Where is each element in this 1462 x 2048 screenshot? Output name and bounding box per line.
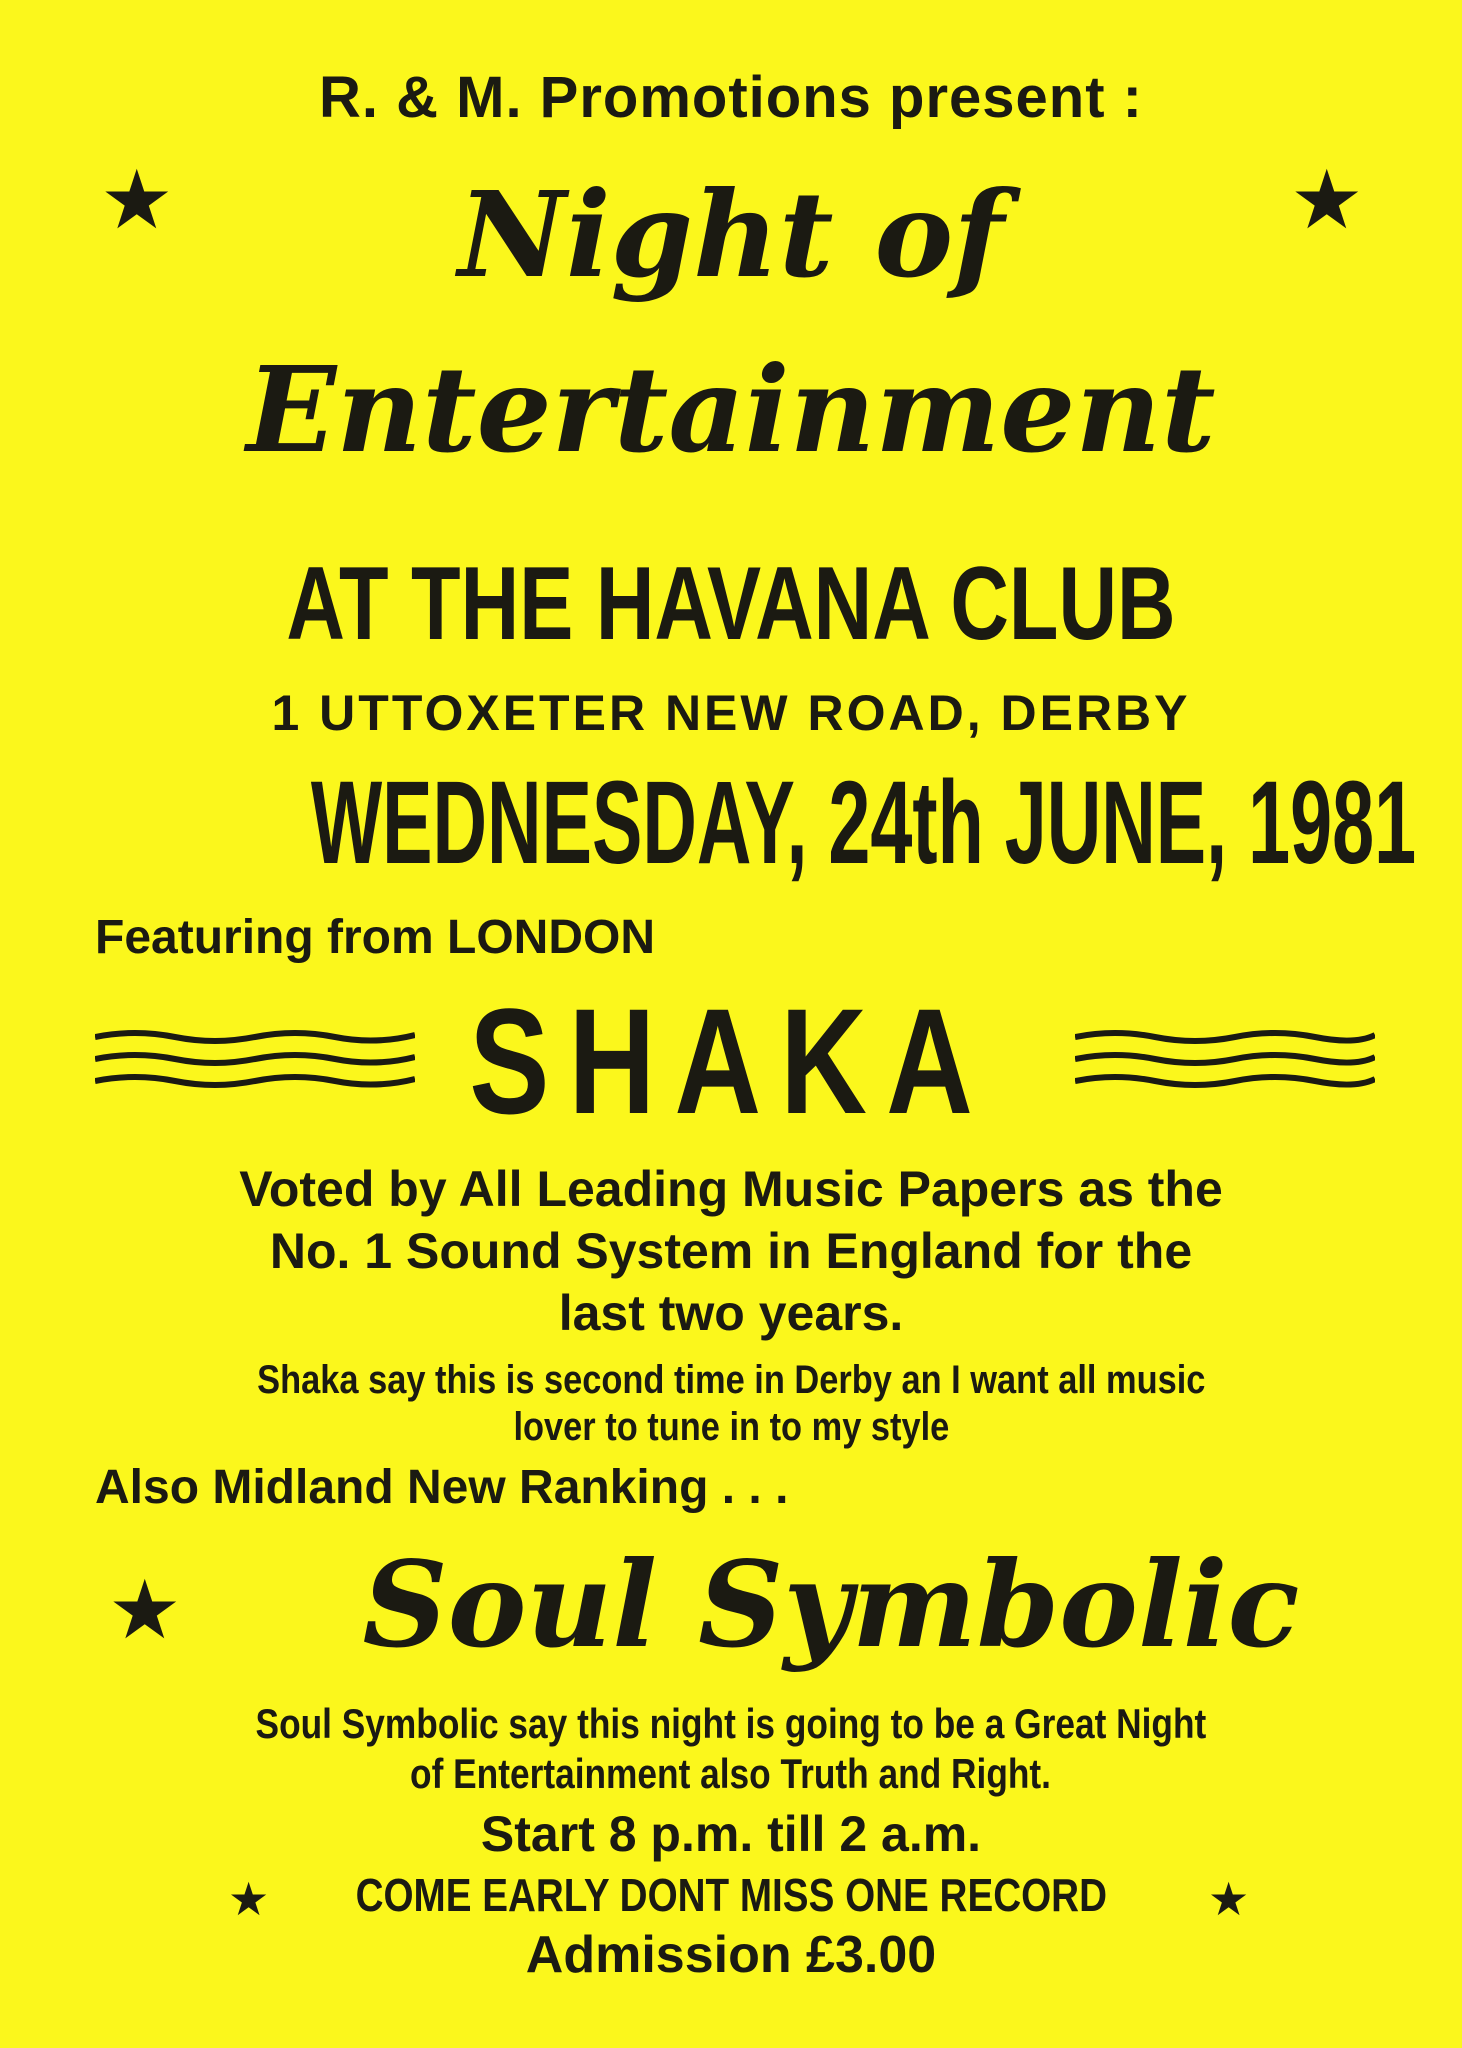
title-line-1: Night of: [457, 165, 1005, 304]
date-line: WEDNESDAY, 24th JUNE, 1981: [310, 757, 1417, 889]
shaka-quote-line-2: lover to tune in to my style: [513, 1405, 949, 1449]
voted-line-3: last two years.: [558, 1285, 904, 1341]
star-icon: ★: [100, 155, 174, 246]
star-icon: ★: [1208, 1873, 1250, 1925]
presenter-line: [0, 64, 1462, 131]
address-line: 1 UTTOXETER NEW ROAD, DERBY: [271, 685, 1191, 741]
also-line: Also Midland New Ranking . . .: [95, 1461, 789, 1514]
shaka-quote-line-1: Shaka say this is second time in Derby an I want all music: [256, 1358, 1206, 1402]
voted-line-2: No. 1 Sound System in England for the: [269, 1223, 1193, 1279]
come-early-line: COME EARLY DONT MISS ONE RECORD: [355, 1869, 1107, 1921]
star-icon: ★: [228, 1873, 270, 1925]
headliner-line: SHAKA: [469, 977, 993, 1145]
featuring-line: Featuring from LONDON: [95, 911, 655, 964]
support-act-line: Soul Symbolic: [362, 1535, 1300, 1674]
star-icon: ★: [108, 1565, 182, 1656]
support-quote-line-2: of Entertainment also Truth and Right.: [410, 1750, 1052, 1797]
star-icon: ★: [1290, 155, 1364, 246]
presenter-text: R. & M. Promotions present :: [319, 65, 1143, 130]
admission-line: Admission £3.00: [525, 1926, 937, 1984]
voted-line-1: Voted by All Leading Music Papers as the: [239, 1161, 1223, 1217]
times-line: Start 8 p.m. till 2 a.m.: [480, 1806, 982, 1862]
venue-line: AT THE HAVANA CLUB: [286, 546, 1176, 662]
support-quote-line-1: Soul Symbolic say this night is going to be a Great Night: [255, 1700, 1207, 1747]
title-line-2: Entertainment: [246, 340, 1216, 479]
